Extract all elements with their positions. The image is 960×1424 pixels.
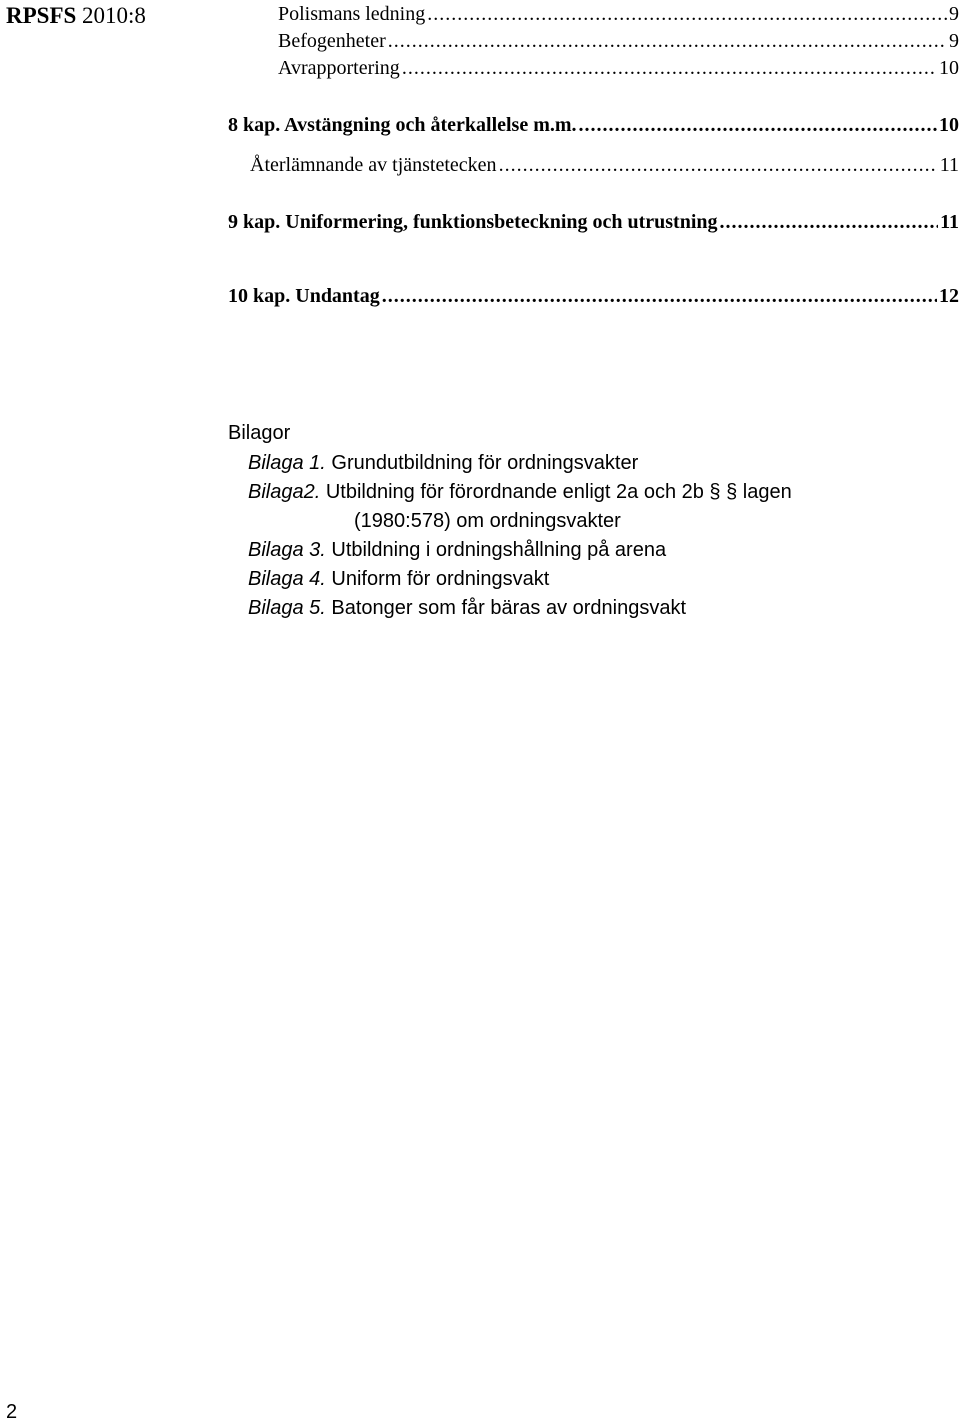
toc-entry-page: 10 [939, 57, 959, 79]
document-header [6, 2, 146, 30]
toc-entry-title: Polismans ledning [278, 3, 426, 25]
annex-title: Utbildning i ordningshållning på arena [325, 539, 667, 561]
toc-entry-page: 9 [949, 30, 959, 52]
dot-leader [382, 283, 937, 309]
dot-leader [402, 55, 937, 81]
annex-heading: Bilagor [228, 422, 291, 444]
page-number: 2 [6, 1401, 18, 1423]
toc-entry-title: 9 kap. Uniformering, funktionsbeteckning och utrustning [228, 211, 718, 233]
annex-label: Bilaga 1. [248, 452, 326, 474]
toc-entry-page: 11 [940, 211, 959, 233]
toc-entry[interactable] [278, 28, 959, 54]
annex-item[interactable] [248, 595, 686, 621]
toc-entry-title: Återlämnande av tjänstetecken [250, 154, 497, 176]
toc-entry-page: 12 [939, 285, 959, 307]
annex-item[interactable] [248, 566, 549, 592]
dot-leader [579, 112, 937, 138]
toc-chapter[interactable] [228, 283, 959, 309]
toc-chapter[interactable] [228, 209, 959, 235]
toc-entry[interactable] [278, 1, 959, 27]
annex-title: (1980:578) om ordningsvakter [354, 510, 621, 532]
annex-label: Bilaga2. [248, 481, 321, 503]
annex-title: Uniform för ordningsvakt [325, 568, 550, 590]
toc-entry-title: 10 kap. Undantag [228, 285, 380, 307]
annex-item[interactable] [248, 537, 666, 563]
toc-entry[interactable] [250, 152, 959, 178]
dot-leader [720, 209, 939, 235]
annex-label: Bilaga 3. [248, 539, 326, 561]
toc-chapter[interactable] [228, 112, 959, 138]
series-name: RPSFS [6, 3, 77, 28]
annex-item[interactable] [248, 450, 638, 476]
dot-leader [499, 152, 938, 178]
toc-entry-title: Avrapportering [278, 57, 400, 79]
toc-entry-title: Befogenheter [278, 30, 386, 52]
toc-entry-page: 11 [939, 154, 959, 176]
toc-entry-page: 10 [939, 114, 959, 136]
annex-label: Bilaga 4. [248, 568, 326, 590]
document-number: 2010:8 [82, 3, 146, 28]
toc-entry-title: 8 kap. Avstängning och återkallelse m.m. [228, 114, 577, 136]
annex-label: Bilaga 5. [248, 597, 326, 619]
toc-entry-page: 9 [949, 3, 959, 25]
annex-title: Utbildning för förordnande enligt 2a och 2b § § lagen [320, 481, 792, 503]
dot-leader [388, 28, 947, 54]
annex-title: Batonger som får bäras av ordningsvakt [325, 597, 687, 619]
annex-title: Grundutbildning för ordningsvakter [325, 452, 639, 474]
annex-item-continuation [354, 508, 621, 534]
toc-entry[interactable] [278, 55, 959, 81]
dot-leader [427, 1, 947, 27]
annex-item[interactable] [248, 479, 792, 505]
